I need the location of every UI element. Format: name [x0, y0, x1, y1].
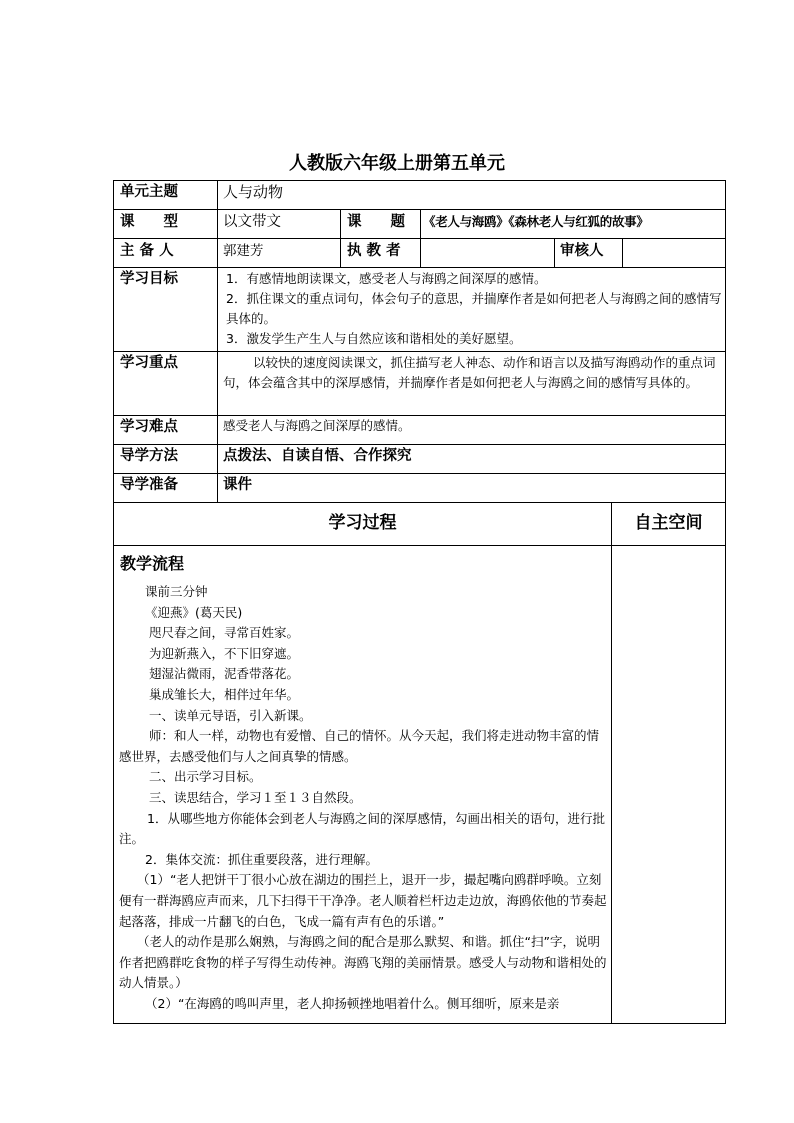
method-label: 导学方法 — [120, 448, 178, 464]
flow-line: 2．集体交流：抓住重要段落，进行理解。 — [145, 851, 378, 867]
goal-item: 2．抓住课文的重点词句，体会句子的意思，并揣摩作者是如何把老人与海鸥之间的感情写具体的。 — [226, 291, 722, 326]
difficulty-label: 学习难点 — [120, 419, 178, 435]
goals-list — [218, 269, 724, 351]
flow-line: 为迎新燕入，不下旧穿遮。 — [149, 645, 300, 661]
type-value: 以文带文 — [223, 214, 281, 230]
flow-title: 教学流程 — [120, 554, 185, 573]
flow-line: （1）“老人把饼干丁很小心放在湖边的围拦上，退开一步，撮起嘴向鸥群呼唤。立刻便有一群海鸥应声而来，几下扫得干干净净。老人顺着栏杆边走边放，海鸥依他的节奏起起落落，排成一片翻飞的白色，飞成一篇有声有色的乐谱。” — [119, 872, 607, 929]
flow-line: 《迎燕》(葛天民) — [145, 604, 243, 620]
preparer-value: 郭建芳 — [223, 243, 264, 259]
flow-line: 师：和人一样，动物也有爱憎、自己的情怀。从今天起，我们将走进动物丰富的情感世界，去感受他们与人之间真挚的情感。 — [119, 728, 600, 764]
flow-line: （2）“在海鸥的鸣叫声里，老人抑扬顿挫地唱着什么。侧耳细听，原来是亲 — [145, 995, 560, 1011]
type-label: 课 型 — [120, 214, 178, 230]
prepare-label: 导学准备 — [120, 477, 178, 493]
unit-theme-value: 人与动物 — [223, 183, 284, 201]
goal-item: 1．有感情地朗读课文，感受老人与海鸥之间深厚的感情。 — [226, 271, 547, 286]
topic-label: 课 题 — [347, 214, 405, 230]
goals-label: 学习目标 — [120, 271, 178, 287]
process-header: 学习过程 — [328, 513, 397, 533]
focus-text: 以较快的速度阅读课文，抓住描写老人神态、动作和语言以及描写海鸥动作的重点词句，体会蕴含其中的深厚感情，并揣摩作者是如何把老人与海鸥之间的感情写具体的。 — [223, 355, 716, 390]
reviewer-label: 审核人 — [560, 243, 604, 259]
flow-line: 一、读单元导语，引入新课。 — [149, 707, 312, 723]
page-title: 人教版六年级上册第五单元 — [289, 153, 505, 174]
teacher-label: 执 教 者 — [347, 243, 401, 259]
self-space-header: 自主空间 — [634, 513, 703, 533]
teacher-value — [421, 239, 554, 267]
flow-line: 翅湿沾微雨，泥香带落花。 — [149, 666, 300, 682]
flow-line: 三、读思结合，学习１至１３自然段。 — [149, 789, 362, 805]
unit-theme-label: 单元主题 — [120, 184, 178, 200]
method-value: 点拨法、自读自悟、合作探究 — [223, 448, 412, 464]
flow-line: （老人的动作是那么娴熟，与海鸥之间的配合是那么默契、和谐。抓住“扫”字，说明作者把鸥群吃食物的样子写得生动传神。海鸥飞翔的美丽情景。感受人与动物和谐相处的动人情景。） — [119, 934, 607, 991]
flow-line: 1．从哪些地方你能体会到老人与海鸥之间的深厚感情，勾画出相关的语句，进行批注。 — [119, 810, 605, 847]
topic-value: 《老人与海鸥》《森林老人与红狐的故事》 — [423, 214, 649, 229]
preparer-label: 主 备 人 — [120, 243, 174, 259]
flow-line: 二、出示学习目标。 — [149, 769, 262, 785]
flow-line: 课前三分钟 — [145, 584, 208, 599]
teaching-flow — [115, 546, 609, 1014]
focus-label: 学习重点 — [120, 355, 178, 371]
prepare-value: 课件 — [223, 477, 252, 493]
flow-line: 巢成雏长大，相伴过年华。 — [149, 686, 300, 702]
goal-item: 3．激发学生产生人与自然应该和谐相处的美好愿望。 — [226, 331, 522, 346]
difficulty-text: 感受老人与海鸥之间深厚的感情。 — [223, 418, 411, 433]
flow-line: 咫尺春之间，寻常百姓家。 — [149, 625, 300, 641]
reviewer-value — [623, 239, 725, 267]
